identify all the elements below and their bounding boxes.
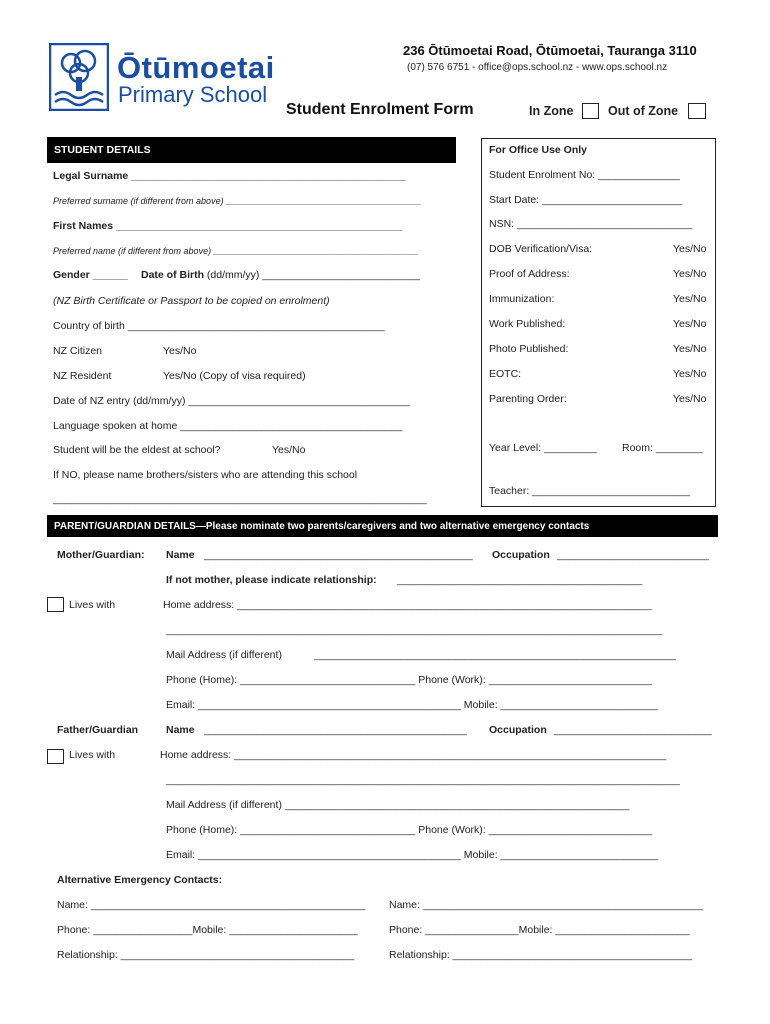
emergency-name-field[interactable]: Name: _______________________________________________ [57,899,366,911]
office-check-label: DOB Verification/Visa: [489,243,593,255]
gender-field[interactable]: Gender ______ [53,269,128,281]
student-details-header: STUDENT DETAILS [47,137,456,163]
emergency-phone-field[interactable]: Phone: _________________Mobile: ______________________ [57,924,358,936]
parent-details-header: PARENT/GUARDIAN DETAILS—Please nominate two parents/caregivers and two alternative emergency contacts [47,515,718,537]
office-check-label: EOTC: [489,368,522,380]
father-name-field[interactable]: _____________________________________________ [204,724,467,736]
father-occupation-field[interactable]: ___________________________ [554,724,712,736]
nz-resident-label: NZ Resident [53,370,112,382]
office-check-value[interactable]: Yes/No [673,343,707,355]
siblings-question: If NO, please name brothers/sisters who are attending this school [53,469,358,481]
year-level-field[interactable]: Year Level: _________ [489,442,597,454]
mother-lives-with-checkbox[interactable] [47,597,64,612]
legal-surname-field[interactable]: Legal Surname _______________________________________________ [53,170,406,182]
first-names-field[interactable]: First Names _________________________________________________ [53,220,403,232]
nsn-field[interactable]: NSN: ______________________________ [489,218,693,230]
school-address: 236 Ōtūmoetai Road, Ōtūmoetai, Tauranga 3110 [403,43,697,58]
in-zone-label: In Zone [529,104,574,118]
office-check-label: Immunization: [489,293,555,305]
father-occupation-label: Occupation [489,724,547,736]
nz-citizen-value[interactable]: Yes/No [163,345,197,357]
teacher-field[interactable]: Teacher: ___________________________ [489,485,690,497]
father-guardian-label: Father/Guardian [57,724,139,736]
father-lives-with-label: Lives with [69,749,116,761]
office-check-value[interactable]: Yes/No [673,293,707,305]
emergency-name-field[interactable]: Name: ________________________________________________ [389,899,704,911]
father-name-label: Name [166,724,195,736]
emergency-phone-field[interactable]: Phone: ________________Mobile: _______________________ [389,924,690,936]
office-use-title: For Office Use Only [489,144,588,156]
relationship-field[interactable]: __________________________________________ [397,574,643,586]
logo-name: Ōtūmoetai [117,50,275,85]
mother-home-address-field[interactable]: Home address: _______________________________________________________________________ [163,599,652,611]
mother-lives-with-label: Lives with [69,599,116,611]
father-lives-with-checkbox[interactable] [47,749,64,764]
relationship-label: If not mother, please indicate relationship: [166,574,377,586]
preferred-name-field[interactable]: Preferred name (if different from above) _________________________________________ [53,246,419,256]
mother-guardian-label: Mother/Guardian: [57,549,145,561]
emergency-relationship-field[interactable]: Relationship: _________________________________________ [389,949,693,961]
siblings-field[interactable]: ________________________________________________________________ [53,493,427,505]
mother-occupation-field[interactable]: __________________________ [557,549,709,561]
office-check-value[interactable]: Yes/No [673,243,707,255]
out-of-zone-label: Out of Zone [608,104,679,118]
office-check-value[interactable]: Yes/No [673,268,707,280]
mother-mail-address-label: Mail Address (if different) [166,649,282,661]
logo-subtitle: Primary School [118,82,268,107]
father-home-address-field[interactable]: Home address: __________________________________________________________________________ [160,749,667,761]
out-of-zone-checkbox[interactable] [688,103,706,119]
office-check-label: Photo Published: [489,343,569,355]
preferred-surname-field[interactable]: Preferred surname (if different from above) _______________________________________ [53,196,422,206]
emergency-contacts-title: Alternative Emergency Contacts: [57,874,223,886]
in-zone-checkbox[interactable] [582,103,599,119]
emergency-relationship-field[interactable]: Relationship: ________________________________________ [57,949,355,961]
room-field[interactable]: Room: ________ [622,442,703,454]
eldest-value[interactable]: Yes/No [272,444,306,456]
school-contact: (07) 576 6751 - office@ops.school.nz - www.ops.school.nz [407,62,668,73]
nz-birth-note: (NZ Birth Certificate or Passport to be copied on enrolment) [53,295,330,307]
office-check-value[interactable]: Yes/No [673,368,707,380]
enrolment-no-field[interactable]: Student Enrolment No: ______________ [489,169,680,181]
nz-resident-value[interactable]: Yes/No (Copy of visa required) [163,370,306,382]
mother-occupation-label: Occupation [492,549,550,561]
father-address-line2-field[interactable]: ________________________________________________________________________________________ [166,774,680,786]
language-field[interactable]: Language spoken at home ______________________________________ [53,420,403,432]
mother-address-line2-field[interactable]: _____________________________________________________________________________________ [166,624,663,636]
father-email-field[interactable]: Email: _____________________________________________ Mobile: ___________________________ [166,849,659,861]
office-check-label: Parenting Order: [489,393,567,405]
father-mail-address-field[interactable]: Mail Address (if different) ___________________________________________________________ [166,799,630,811]
mother-mail-address-field[interactable]: ______________________________________________________________ [314,649,677,661]
office-check-value[interactable]: Yes/No [673,318,707,330]
country-of-birth-field[interactable]: Country of birth ____________________________________________ [53,320,385,332]
mother-phone-field[interactable]: Phone (Home): ______________________________ Phone (Work): ____________________________ [166,674,653,686]
mother-name-field[interactable]: ______________________________________________ [204,549,473,561]
nz-entry-field[interactable]: Date of NZ entry (dd/mm/yy) ______________________________________ [53,395,411,407]
office-check-label: Proof of Address: [489,268,570,280]
start-date-field[interactable]: Start Date: ________________________ [489,194,683,206]
mother-name-label: Name [166,549,195,561]
eldest-question: Student will be the eldest at school? [53,444,221,456]
form-title: Student Enrolment Form [286,101,474,118]
nz-citizen-label: NZ Citizen [53,345,103,357]
dob-field[interactable]: Date of Birth (dd/mm/yy) ___________________________ [141,269,421,281]
school-logo-icon [49,43,109,111]
mother-email-field[interactable]: Email: _____________________________________________ Mobile: ___________________________ [166,699,659,711]
office-check-label: Work Published: [489,318,566,330]
office-check-value[interactable]: Yes/No [673,393,707,405]
father-phone-field[interactable]: Phone (Home): ______________________________ Phone (Work): ____________________________ [166,824,653,836]
